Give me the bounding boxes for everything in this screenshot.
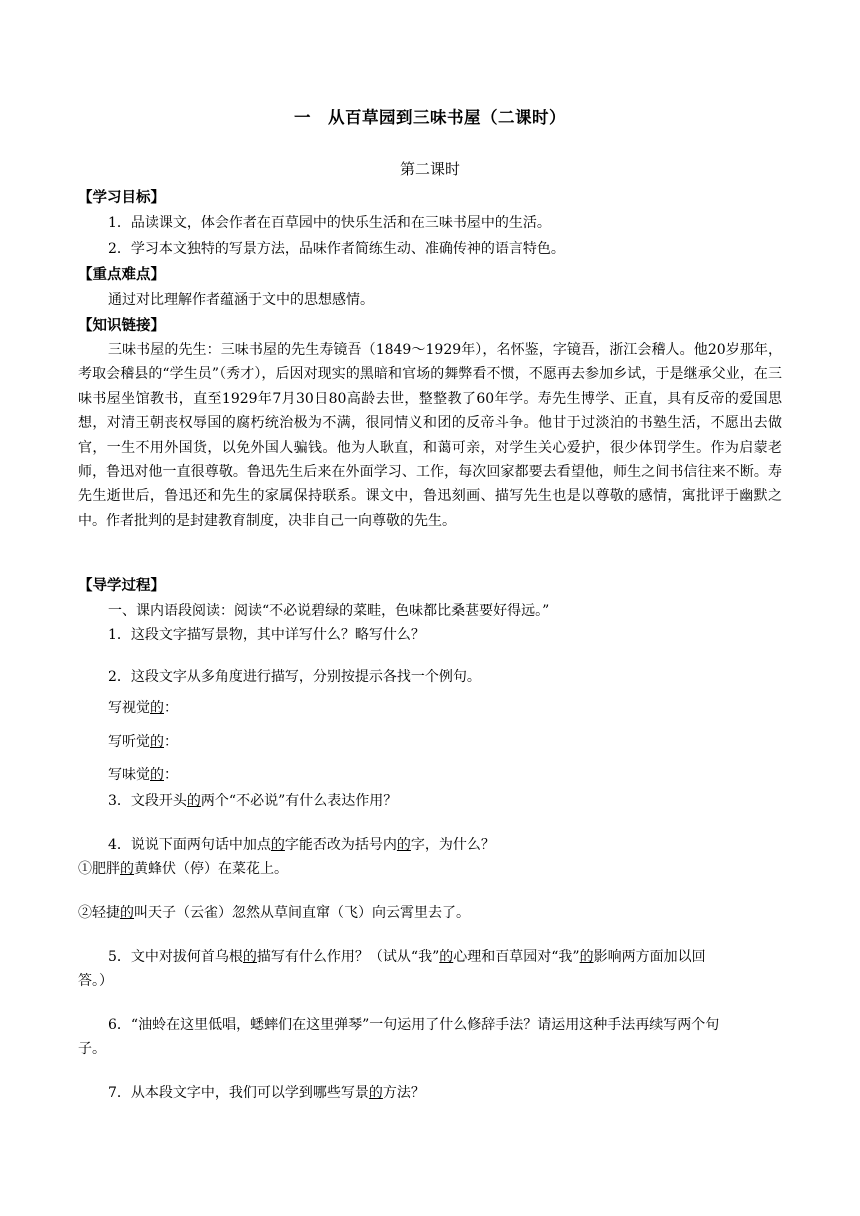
prompt-visual: 写视觉的： [108,700,178,716]
lesson-subtitle: 第二课时 [399,160,460,178]
question-4: 4．说说下面两句话中加点的字能否改为括号内的字，为什么？ [108,837,495,853]
question-4-sentence-1: ①肥胖的黄蜂伏（停）在菜花上。 [78,861,288,877]
question-5: 5．文中对拔何首乌根的描写有什么作用？（试从“我”的心理和百草园对“我”的影响两方面加以回 [108,949,706,965]
objective-item: 1．品读课文，体会作者在百草园中的快乐生活和在三味书屋中的生活。 [108,215,551,231]
section-heading-key-points: 【重点难点】 [78,267,165,283]
question-2: 2．这段文字从多角度进行描写，分别按提示各找一个例句。 [108,669,481,685]
question-6: 6．“油蛉在这里低唱，蟋蟀们在这里弹琴”一句运用了什么修辞手法？请运用这种手法再续写两个句 [108,1017,720,1033]
question-6-continued: 子。 [78,1041,106,1057]
question-1: 1．这段文字描写景物，其中详写什么？略写什么？ [108,627,425,643]
knowledge-paragraph: 三味书屋的先生：三味书屋的先生寿镜吾（1849～1929年），名怀鉴，字镜吾，浙江会稽人。他20岁那年，考取会稽县的“学生员”（秀才），后因对现实的黑暗和官场的舞弊看不惯，不愿再去参加乡试，于是继承父业，在三味书屋坐馆教书，直至1929年7月30日80高龄去世，整整教了60年学。寿先生博学、正直，具有反帝的爱国思想，对清王朝丧权辱国的腐朽统治极为不满，很同情义和团的反帝斗争。他甘于过淡泊的书塾生活，不愿出去做官，一生不用外国货，以免外国人骗钱。他为人耿直，和蔼可亲，对学生关心爱护，很少体罚学生。作为启蒙老师，鲁迅对他一直很尊敬。鲁迅先生后来在外面学习、工作，每次回家都要去看望他，师生之间书信往来不断。寿先生逝世后，鲁迅还和先生的家属保持联系。课文中，鲁迅刻画、描写先生也是以尊敬的感情，寓批评于幽默之中。作者批判的是封建教育制度，决非自己一向尊敬的先生。 [78,342,782,529]
prompt-hearing: 写听觉的： [108,734,178,750]
key-points-text: 通过对比理解作者蕴涵于文中的思想感情。 [108,292,374,308]
question-7: 7．从本段文字中，我们可以学到哪些写景的方法？ [108,1085,425,1101]
question-4-sentence-2: ②轻捷的叫天子（云雀）忽然从草间直窜（飞）向云霄里去了。 [78,905,470,921]
section-heading-process: 【导学过程】 [78,578,165,594]
prompt-taste: 写味觉的： [108,767,178,783]
section-heading-knowledge: 【知识链接】 [78,318,165,334]
question-5-continued: 答。） [78,973,113,989]
objective-item: 2．学习本文独特的写景方法，品味作者简练生动、准确传神的语言特色。 [108,241,565,257]
reading-intro: 一、课内语段阅读：阅读“不必说碧绿的菜畦，色味都比桑葚要好得远。” [108,603,550,619]
section-heading-objectives: 【学习目标】 [78,190,165,206]
document-title: 一 从百草园到三味书屋（二课时） [294,108,566,127]
question-3: 3．文段开头的两个“不必说”有什么表达作用？ [108,793,398,809]
